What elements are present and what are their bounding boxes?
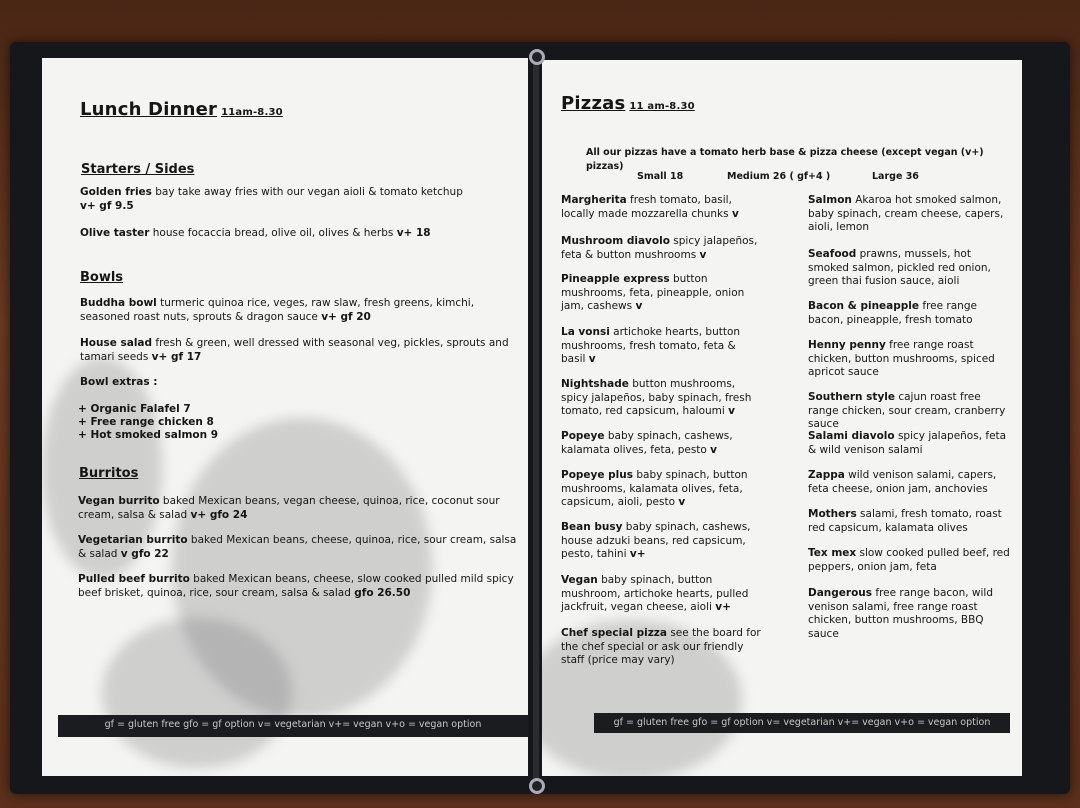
item-name: Buddha bowl (80, 297, 157, 309)
item-name: Nightshade (561, 378, 629, 390)
pizza-item (561, 194, 761, 221)
item-desc: baked Mexican beans, cheese, quinoa, rice, sour cream, salsa & salad (78, 534, 517, 560)
menu-item (80, 297, 520, 324)
pizza-item (808, 430, 1013, 457)
item-name: Mothers (808, 508, 857, 520)
item-name: Tex mex (808, 547, 857, 559)
pizza-item (561, 378, 761, 419)
pizza-item (808, 248, 1013, 289)
pizzas-page (542, 60, 1022, 776)
item-tags: v+ gf 20 (321, 310, 371, 323)
item-desc: free range roast chicken, button mushrooms, spiced apricot sauce (808, 339, 995, 378)
page-title (80, 99, 283, 120)
item-desc: fresh & green, well dressed with seasonal veg, pickles, sprouts and tamari seeds (80, 337, 509, 363)
legend-footer: gf = gluten free gfo = gf option v= vegetarian v+= vegan v+o = vegan option (58, 715, 528, 737)
pizza-item (808, 469, 1013, 496)
item-name: Golden fries (80, 186, 152, 198)
item-name: Salmon (808, 194, 852, 206)
item-tags: v (678, 496, 686, 508)
menu-item (78, 573, 524, 600)
item-name: Olive taster (80, 227, 150, 239)
item-tags: v+ gfo 24 (190, 508, 248, 521)
pizza-item (808, 587, 1013, 641)
pizza-item (561, 235, 761, 262)
pizza-item (561, 627, 761, 668)
bowl-extra-item: + Free range chicken 8 (78, 416, 214, 428)
pizza-item (808, 391, 1013, 432)
bowl-extras-heading: Bowl extras : (80, 376, 158, 388)
pizza-item (561, 469, 761, 510)
item-name: Henny penny (808, 339, 886, 351)
item-desc: fresh tomato, basil, locally made mozzarella chunks (561, 194, 732, 220)
binder-spine (533, 60, 539, 780)
item-name: Vegan burrito (78, 495, 160, 507)
item-name: Vegan (561, 574, 598, 586)
item-name: Pulled beef burrito (78, 573, 190, 585)
pizza-item (808, 339, 1013, 380)
item-desc: see the board for the chef special or ask our friendly staff (price may vary) (561, 627, 761, 666)
item-name: Pineapple express (561, 273, 670, 285)
size-small: Small 18 (637, 171, 684, 182)
item-desc: slow cooked pulled beef, red peppers, onion jam, feta (808, 547, 1010, 573)
section-heading-bowls: Bowls (80, 270, 124, 285)
item-desc: prawns, mussels, hot smoked salmon, pickled red onion, green thai fusion sauce, aioli (808, 248, 991, 287)
item-name: Zappa (808, 469, 845, 481)
section-heading-burritos: Burritos (79, 466, 139, 481)
menu-item (80, 337, 526, 364)
item-name: Vegetarian burrito (78, 534, 188, 546)
item-name: Bacon & pineapple (808, 300, 920, 312)
title-text: Pizzas (561, 93, 626, 114)
item-name: House salad (80, 337, 153, 349)
item-tags: v (710, 443, 718, 456)
item-tags: v+ (715, 601, 731, 613)
item-tags: v (588, 353, 596, 365)
page-title (561, 93, 695, 114)
pizza-item (561, 521, 761, 562)
item-desc: button mushrooms, spicy jalapeños, baby spinach, fresh tomato, red capsicum, haloumi (561, 378, 752, 417)
pizza-item (561, 430, 761, 457)
section-heading-starters: Starters / Sides (81, 162, 195, 177)
item-tags: v (699, 248, 707, 261)
hours-text: 11 am-8.30 (629, 101, 695, 112)
item-name: Chef special pizza (561, 627, 667, 639)
item-desc: cajun roast free range chicken, sour cream, cranberry sauce (808, 391, 1006, 430)
item-tags: v (728, 405, 735, 417)
pizza-item (808, 194, 1013, 235)
item-name: Salami diavolo (808, 430, 895, 442)
bowl-extra-item: + Hot smoked salmon 9 (78, 429, 219, 441)
item-desc: house focaccia bread, olive oil, olives & herbs (149, 227, 397, 239)
item-name: Southern style (808, 391, 896, 403)
item-name: Popeye (561, 430, 605, 442)
binder-ring (529, 778, 545, 794)
item-desc: baby spinach, button mushrooms, kalamata olives, feta, capsicum, aioli, pesto (561, 469, 748, 508)
item-tags: gfo 26.50 (354, 586, 411, 599)
item-tags: v+ 18 (396, 227, 431, 239)
menu-item (78, 534, 522, 561)
item-desc: turmeric quinoa rice, veges, raw slaw, fresh greens, kimchi, seasoned roast nuts, sprouts & dragon sauce (80, 297, 475, 323)
menu-item (80, 227, 520, 241)
legend-footer: gf = gluten free gfo = gf option v= vegetarian v+= vegan v+o = vegan option (594, 713, 1010, 733)
item-desc: salami, fresh tomato, roast red capsicum, kalamata olives (808, 508, 1002, 534)
item-desc: button mushrooms, feta, pineapple, onion jam, cashews (561, 273, 745, 312)
item-desc: bay take away fries with our vegan aioli & tomato ketchup (151, 186, 463, 198)
item-desc: baby spinach, cashews, kalamata olives, feta, pesto (561, 430, 733, 456)
item-name: Margherita (561, 194, 627, 206)
title-text: Lunch Dinner (80, 99, 218, 120)
item-desc: Akaroa hot smoked salmon, baby spinach, cream cheese, capers, aioli, lemon (808, 194, 1004, 233)
item-desc: baked Mexican beans, vegan cheese, quinoa, rice, coconut sour cream, salsa & salad (78, 495, 500, 521)
pizza-item (808, 508, 1013, 535)
item-desc: free range bacon, pineapple, fresh tomato (808, 300, 977, 326)
item-desc: spicy jalapeños, feta & wild venison salami (808, 430, 1007, 456)
item-desc: baby spinach, cashews, house adzuki beans, red capsicum, pesto, tahini (561, 521, 751, 560)
pizza-item (561, 574, 761, 615)
item-name: Dangerous (808, 587, 873, 599)
binder-ring (529, 49, 545, 65)
item-name: Mushroom diavolo (561, 235, 670, 247)
pizza-item (561, 273, 761, 314)
item-name: Seafood (808, 248, 857, 260)
item-tags: v+ (629, 548, 646, 560)
shadow (102, 618, 292, 768)
pizza-item (808, 547, 1013, 574)
menu-item (80, 186, 500, 213)
item-name: Bean busy (561, 521, 623, 533)
item-desc: baby spinach, button mushroom, artichoke hearts, pulled jackfruit, vegan cheese, aioli (561, 574, 749, 613)
menu-item (78, 495, 522, 522)
size-large: Large 36 (872, 171, 919, 182)
item-desc: wild venison salami, capers, feta cheese, onion jam, anchovies (808, 469, 997, 495)
item-tags: v+ gf 9.5 (80, 199, 134, 212)
hours-text: 11am-8.30 (221, 107, 283, 118)
item-tags: v+ gf 17 (151, 350, 202, 363)
item-tags: v (731, 207, 739, 220)
pizza-item (561, 326, 761, 367)
bowl-extra-item: + Organic Falafel 7 (78, 403, 191, 415)
pizza-item (808, 300, 1013, 327)
item-name: Popeye plus (561, 469, 634, 481)
item-desc: baked Mexican beans, cheese, slow cooked pulled mild spicy beef brisket, quinoa, rice, sour cream, salsa & salad (78, 573, 514, 599)
item-tags: v (635, 300, 643, 312)
item-name: La vonsi (561, 326, 610, 338)
item-desc: artichoke hearts, button mushrooms, fresh tomato, feta & basil (561, 326, 741, 365)
item-tags: v gfo 22 (120, 547, 169, 560)
item-desc: free range bacon, wild venison salami, free range roast chicken, button mushrooms, BBQ sauce (808, 587, 993, 640)
pizza-intro: All our pizzas have a tomato herb base & pizza cheese (except vegan (v+) pizzas) (586, 147, 984, 172)
lunch-dinner-page (42, 58, 528, 776)
item-desc: spicy jalapeños, feta & button mushrooms (561, 235, 758, 261)
size-medium: Medium 26 ( gf+4 ) (727, 171, 831, 182)
